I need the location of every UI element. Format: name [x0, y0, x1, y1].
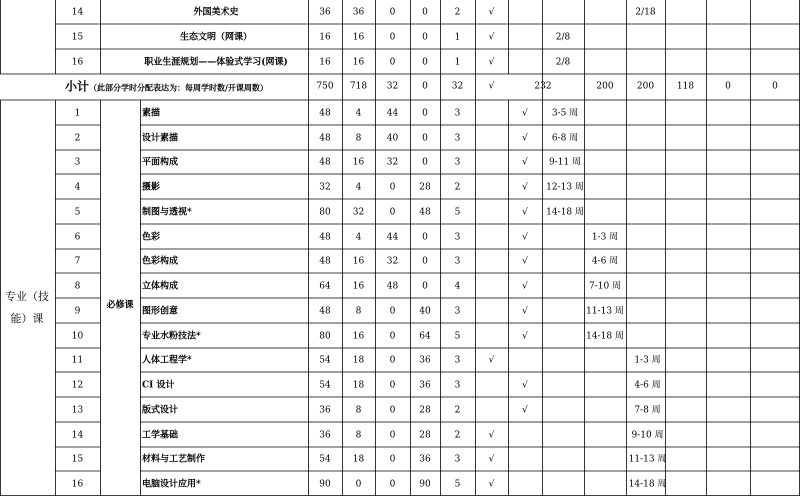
course-theory-hours: 8 — [355, 405, 362, 415]
course-other-hours: 36 — [419, 380, 431, 390]
course-practice-hours: 0 — [389, 331, 396, 341]
course-name: 素描 — [142, 108, 161, 118]
course-semester-1: 9-11 周 — [548, 157, 582, 168]
course-other-hours: 64 — [419, 331, 431, 341]
top-row-semester-1: 2/8 — [555, 32, 571, 42]
top-row-total-hours: 16 — [319, 57, 331, 67]
course-no: 9 — [74, 306, 81, 316]
course-theory-hours: 4 — [355, 182, 362, 192]
top-row-practice-hours: 0 — [389, 32, 396, 42]
course-name: 立体构成 — [142, 281, 179, 291]
course-name: CI 设计 — [142, 380, 175, 390]
course-test-mark: √ — [522, 207, 528, 217]
subtotal-other-hours: 0 — [422, 81, 428, 92]
course-name: 色彩构成 — [142, 256, 179, 267]
top-row-practice-hours: 0 — [389, 57, 396, 67]
course-practice-hours: 48 — [386, 281, 399, 291]
course-semester-1: 14-18 周 — [546, 207, 584, 217]
course-exam-mark: √ — [488, 454, 495, 465]
course-total-hours: 48 — [319, 256, 331, 267]
course-credits: 3 — [454, 232, 461, 242]
course-credits: 2 — [454, 430, 461, 440]
course-name: 平面构成 — [142, 157, 179, 168]
course-other-hours: 36 — [419, 355, 431, 366]
course-semester-1: 12-13 周 — [546, 182, 584, 192]
top-row-credits: 1 — [454, 32, 461, 42]
course-test-mark: √ — [522, 133, 528, 143]
course-test-mark: √ — [522, 331, 528, 341]
top-row-other-hours: 0 — [422, 57, 428, 67]
top-row-total-hours: 16 — [319, 32, 331, 42]
course-credits: 2 — [454, 182, 461, 192]
course-semester-2: 7-10 周 — [588, 281, 622, 291]
top-row-practice-hours: 0 — [389, 7, 396, 18]
course-other-hours: 0 — [422, 108, 428, 118]
course-other-hours: 90 — [419, 479, 431, 489]
top-row-other-hours: 0 — [422, 32, 428, 42]
course-semester-1: 3-5 周 — [551, 108, 579, 118]
subtotal-note: （此部分学时分配表达为：每周学时数/开课周数） — [89, 82, 268, 93]
course-name: 摄影 — [142, 182, 161, 192]
course-credits: 3 — [454, 454, 461, 465]
course-other-hours: 40 — [419, 306, 431, 316]
subtotal-label — [65, 81, 268, 94]
course-credits: 3 — [454, 306, 461, 316]
course-theory-hours: 16 — [352, 256, 365, 267]
course-no: 3 — [74, 157, 81, 168]
course-other-hours: 28 — [419, 182, 431, 192]
top-row-theory-hours: 16 — [352, 57, 365, 67]
course-test-mark: √ — [522, 256, 528, 267]
course-credits: 3 — [454, 380, 461, 390]
subtotal-credits: 32 — [451, 81, 464, 92]
course-theory-hours: 16 — [352, 157, 365, 168]
course-name: 设计素描 — [142, 133, 179, 143]
course-other-hours: 36 — [419, 454, 431, 465]
course-practice-hours: 0 — [389, 306, 396, 316]
top-row-exam-mark: √ — [488, 57, 495, 67]
top-row-theory-hours: 36 — [352, 7, 365, 18]
course-total-hours: 36 — [319, 430, 331, 440]
top-row-no: 15 — [71, 32, 84, 42]
course-practice-hours: 0 — [389, 380, 396, 390]
course-test-mark: √ — [522, 281, 528, 291]
course-no: 4 — [74, 182, 81, 192]
course-practice-hours: 0 — [389, 207, 396, 217]
course-semester-2: 4-6 周 — [591, 256, 619, 267]
top-row-semester-3: 2/18 — [635, 7, 656, 18]
subtotal-semester-3: 200 — [636, 81, 655, 92]
course-no: 6 — [74, 232, 81, 242]
top-row-course-name: 职业生涯规划——体验式学习(网课) — [144, 57, 288, 67]
course-name: 电脑设计应用* — [142, 479, 201, 489]
course-total-hours: 80 — [319, 207, 331, 217]
course-theory-hours: 8 — [355, 306, 362, 316]
course-other-hours: 0 — [422, 256, 428, 267]
course-no: 1 — [74, 108, 81, 118]
course-total-hours: 48 — [319, 232, 331, 242]
course-no: 11 — [71, 355, 84, 366]
course-name: 人体工程学* — [142, 355, 192, 366]
course-credits: 2 — [454, 405, 461, 415]
course-theory-hours: 18 — [352, 355, 365, 366]
course-name: 工学基础 — [142, 430, 179, 440]
course-theory-hours: 18 — [352, 454, 365, 465]
top-row-no: 14 — [71, 7, 84, 18]
course-credits: 3 — [454, 133, 461, 143]
course-semester-3: 7-8 周 — [634, 405, 661, 415]
course-total-hours: 90 — [319, 479, 331, 489]
course-semester-2: 1-3 周 — [591, 232, 619, 242]
section-label: 专业（技能）课 — [5, 290, 49, 325]
course-practice-hours: 40 — [386, 133, 399, 143]
course-credits: 4 — [454, 281, 461, 291]
course-total-hours: 48 — [319, 108, 331, 118]
course-practice-hours: 32 — [386, 157, 399, 168]
course-name: 制图与透视* — [142, 207, 192, 217]
course-test-mark: √ — [522, 306, 528, 316]
course-practice-hours: 32 — [386, 256, 399, 267]
course-no: 8 — [74, 281, 81, 291]
course-credits: 3 — [454, 355, 461, 366]
course-practice-hours: 0 — [389, 405, 396, 415]
course-other-hours: 0 — [422, 157, 428, 168]
course-theory-hours: 16 — [352, 331, 365, 341]
top-row-exam-mark: √ — [488, 32, 495, 42]
course-other-hours: 0 — [422, 133, 428, 143]
course-total-hours: 32 — [319, 182, 331, 192]
course-semester-1: 6-8 周 — [551, 133, 579, 143]
course-credits: 5 — [454, 331, 461, 341]
course-test-mark: √ — [522, 182, 528, 192]
course-total-hours: 64 — [319, 281, 331, 291]
top-row-course-name: 生态文明（网课） — [179, 32, 253, 42]
course-other-hours: 28 — [419, 430, 431, 440]
course-exam-mark: √ — [488, 479, 495, 489]
course-total-hours: 54 — [319, 454, 331, 465]
course-theory-hours: 16 — [352, 281, 365, 291]
course-practice-hours: 0 — [389, 430, 396, 440]
course-other-hours: 48 — [419, 207, 431, 217]
course-test-mark: √ — [522, 232, 528, 242]
course-practice-hours: 0 — [389, 479, 396, 489]
course-semester-3: 1-3 周 — [634, 355, 661, 366]
course-test-mark: √ — [522, 157, 528, 168]
course-credits: 5 — [454, 207, 461, 217]
course-theory-hours: 4 — [355, 232, 362, 242]
top-row-credits: 2 — [454, 7, 461, 18]
subtotal-semester-6: 0 — [772, 81, 778, 92]
top-row-no: 16 — [71, 57, 84, 67]
course-semester-3: 9-10 周 — [631, 430, 664, 440]
course-practice-hours: 0 — [389, 454, 396, 465]
course-theory-hours: 32 — [352, 207, 365, 217]
course-other-hours: 28 — [419, 405, 431, 415]
course-test-mark: √ — [522, 380, 528, 390]
top-row-course-name: 外国美术史 — [193, 7, 239, 18]
course-theory-hours: 8 — [355, 133, 362, 143]
subtotal-title: 小计 — [65, 79, 90, 94]
subtotal-total-hours: 750 — [316, 81, 334, 92]
course-theory-hours: 0 — [355, 479, 362, 489]
course-semester-2: 11-13 周 — [586, 306, 624, 316]
course-no: 16 — [71, 479, 84, 489]
course-test-mark: √ — [522, 108, 528, 118]
course-practice-hours: 44 — [386, 232, 399, 242]
course-no: 5 — [74, 207, 81, 217]
course-no: 10 — [71, 331, 84, 341]
course-theory-hours: 8 — [355, 430, 362, 440]
course-test-mark: √ — [522, 405, 528, 415]
course-practice-hours: 0 — [389, 182, 396, 192]
top-row-theory-hours: 16 — [352, 32, 365, 42]
course-total-hours: 48 — [319, 157, 331, 168]
course-no: 7 — [74, 256, 81, 267]
subtotal-semester-5: 0 — [725, 81, 731, 92]
course-other-hours: 0 — [422, 232, 428, 242]
subtotal-semester-1: 232 — [534, 81, 552, 92]
course-semester-2: 14-18 周 — [586, 331, 624, 341]
course-no: 15 — [71, 454, 84, 465]
subtotal-theory-hours: 718 — [349, 81, 368, 92]
course-total-hours: 54 — [319, 380, 331, 390]
course-practice-hours: 44 — [386, 108, 399, 118]
course-total-hours: 48 — [319, 306, 331, 316]
course-no: 12 — [71, 380, 84, 390]
course-practice-hours: 0 — [389, 355, 396, 366]
course-name: 材料与工艺制作 — [142, 454, 206, 465]
top-row-exam-mark: √ — [488, 7, 495, 18]
course-name: 版式设计 — [142, 405, 179, 415]
course-total-hours: 80 — [319, 331, 331, 341]
course-credits: 3 — [454, 157, 461, 168]
top-row-total-hours: 36 — [319, 7, 331, 18]
course-credits: 5 — [454, 479, 461, 489]
course-no: 13 — [71, 405, 84, 415]
course-other-hours: 0 — [422, 281, 428, 291]
course-exam-mark: √ — [488, 430, 495, 440]
course-no: 14 — [71, 430, 84, 440]
top-row-other-hours: 0 — [422, 7, 428, 18]
course-total-hours: 54 — [319, 355, 331, 366]
course-no: 2 — [74, 133, 81, 143]
course-total-hours: 48 — [319, 133, 331, 143]
course-name: 专业水粉技法* — [142, 331, 201, 341]
subtotal-semester-2: 200 — [596, 81, 614, 92]
top-row-semester-1: 2/8 — [555, 57, 571, 67]
category-required: 必修课 — [106, 300, 134, 311]
course-semester-3: 11-13 周 — [628, 454, 667, 465]
course-semester-3: 4-6 周 — [634, 380, 661, 390]
course-total-hours: 36 — [319, 405, 331, 415]
course-theory-hours: 4 — [355, 108, 362, 118]
subtotal-semester-4: 118 — [676, 81, 695, 92]
course-name: 色彩 — [142, 232, 161, 242]
course-name: 图形创意 — [142, 306, 179, 316]
subtotal-practice-hours: 32 — [386, 81, 399, 92]
subtotal-exam-mark: √ — [488, 81, 495, 92]
course-exam-mark: √ — [488, 355, 495, 366]
course-theory-hours: 18 — [352, 380, 365, 390]
course-credits: 3 — [454, 108, 461, 118]
course-credits: 3 — [454, 256, 461, 267]
top-row-credits: 1 — [454, 57, 461, 67]
course-semester-3: 14-18 周 — [628, 479, 667, 489]
